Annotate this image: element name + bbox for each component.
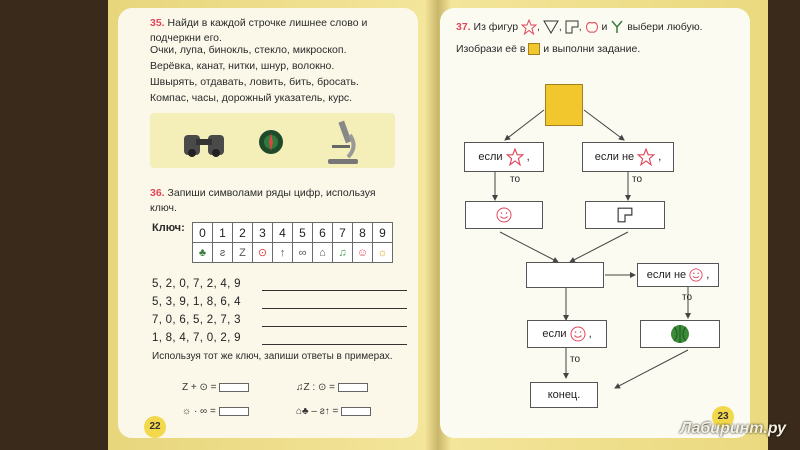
watermelon-icon xyxy=(670,324,690,344)
answer-line[interactable] xyxy=(262,326,407,327)
flow-box-if-not-star: если не , xyxy=(582,142,674,172)
key-label: Ключ: xyxy=(152,222,185,234)
flow-box-text: если xyxy=(478,151,503,163)
task-35-title xyxy=(150,16,400,46)
key-digit: 5 xyxy=(293,223,313,243)
example-4 xyxy=(296,406,371,417)
key-digit: 6 xyxy=(313,223,333,243)
task-37-text-3: выбери любую. Изобрази её в xyxy=(456,21,703,55)
flag-shape-icon xyxy=(565,20,579,34)
digit-row: 5, 3, 9, 1, 8, 6, 4 xyxy=(152,296,241,308)
task-35-text: Найди в каждой строчке лишнее слово и подчеркни его. xyxy=(150,17,368,44)
key-digit: 8 xyxy=(353,223,373,243)
flow-box-text: если не xyxy=(594,151,635,163)
digit-row: 7, 0, 6, 5, 2, 7, 3 xyxy=(152,314,241,326)
flow-box-smiley xyxy=(465,201,543,229)
flow-box-watermelon xyxy=(640,320,720,348)
task-35-line: Компас, часы, дорожный указатель, курс. xyxy=(150,92,353,104)
star-icon xyxy=(506,148,524,166)
infinity-icon: ∞ xyxy=(293,243,313,263)
y-shape-icon xyxy=(610,20,624,34)
compass-icon xyxy=(258,129,284,155)
flow-box-end xyxy=(530,382,598,408)
examples-note: Используя тот же ключ, запиши ответы в примерах. xyxy=(152,351,393,362)
flag-shape-icon xyxy=(617,207,633,223)
example-expression: ⌂♣ – ƨ↑ = xyxy=(296,406,339,417)
watermark: Лабиринт.ру xyxy=(680,420,786,437)
answer-box[interactable] xyxy=(341,407,371,416)
apple-icon xyxy=(585,20,599,34)
answer-line[interactable] xyxy=(262,290,407,291)
example-3 xyxy=(182,406,249,417)
task-36-text: Запиши символами ряды цифр, используя ключ. xyxy=(150,187,376,214)
flow-box-flag xyxy=(585,201,665,229)
reverse-s-icon: ƨ xyxy=(213,243,233,263)
flow-box-if-smiley: если , xyxy=(527,320,607,348)
star-icon xyxy=(637,148,655,166)
then-label: то xyxy=(570,354,581,365)
star-icon xyxy=(521,19,537,35)
key-digit: 1 xyxy=(213,223,233,243)
answer-box[interactable] xyxy=(219,383,249,392)
tree-icon: ♣ xyxy=(193,243,213,263)
answer-box[interactable] xyxy=(338,383,368,392)
example-expression: ☼ · ∞ = xyxy=(182,406,216,417)
smiley-icon xyxy=(496,207,512,223)
flow-box-empty xyxy=(526,262,604,288)
example-2 xyxy=(296,382,368,393)
task-37-text-2: и xyxy=(601,21,608,33)
circle-dot-icon: ⊙ xyxy=(253,243,273,263)
digit-row: 5, 2, 0, 7, 2, 4, 9 xyxy=(152,278,241,290)
page-number-right: 23 xyxy=(712,406,734,428)
z-icon: Z xyxy=(233,243,253,263)
yellow-square-icon xyxy=(528,43,540,55)
key-digit: 7 xyxy=(333,223,353,243)
key-digit: 9 xyxy=(373,223,393,243)
flow-box-if-not-smiley: если не , xyxy=(637,263,719,287)
up-arrow-icon: ↑ xyxy=(273,243,293,263)
microscope-icon xyxy=(322,115,362,165)
task-37-number: 37. xyxy=(456,21,471,33)
key-table xyxy=(192,222,393,263)
task-37-text-1: Из фигур xyxy=(473,21,519,33)
binoculars-icon xyxy=(182,127,228,157)
flow-box-if-star: если , xyxy=(464,142,544,172)
then-label: то xyxy=(632,174,643,185)
answer-line[interactable] xyxy=(262,344,407,345)
flowchart-arrows xyxy=(440,80,750,430)
key-digit: 4 xyxy=(273,223,293,243)
answer-line[interactable] xyxy=(262,308,407,309)
task-37-text-4: и выполни задание. xyxy=(543,43,641,55)
music-note-icon: ♫ xyxy=(333,243,353,263)
start-yellow-square xyxy=(545,84,583,126)
key-symbols-row xyxy=(193,243,393,263)
digit-row: 1, 8, 4, 7, 0, 2, 9 xyxy=(152,332,241,344)
then-label: то xyxy=(510,174,521,185)
smiley-icon xyxy=(570,326,586,342)
sun-icon: ☼ xyxy=(373,243,393,263)
triangle-icon xyxy=(543,20,559,34)
picture-strip xyxy=(150,113,395,168)
house-icon: ⌂ xyxy=(313,243,333,263)
smiley-icon xyxy=(689,268,703,282)
task-36-title xyxy=(150,186,400,216)
example-expression: Z + ⊙ = xyxy=(182,382,217,393)
flow-box-text: если не xyxy=(646,269,687,281)
key-digits-row xyxy=(193,223,393,243)
example-expression: ♫Z : ⊙ = xyxy=(296,382,335,393)
smiley-icon: ☺ xyxy=(353,243,373,263)
flow-box-text: конец. xyxy=(547,389,581,401)
key-digit: 0 xyxy=(193,223,213,243)
task-37-title: 37. Из фигур , , , и выбери любую. Изобрази её в и выполни задание. xyxy=(456,21,703,55)
task-36-number: 36. xyxy=(150,187,165,199)
answer-box[interactable] xyxy=(219,407,249,416)
task-35-number: 35. xyxy=(150,17,165,29)
key-digit: 2 xyxy=(233,223,253,243)
task-35-line: Верёвка, канат, нитки, шнур, волокно. xyxy=(150,60,335,72)
task-35-line: Очки, лупа, бинокль, стекло, микроскоп. xyxy=(150,44,347,56)
page-number-left: 22 xyxy=(144,416,166,438)
flow-box-text: если xyxy=(542,328,567,340)
key-digit: 3 xyxy=(253,223,273,243)
example-1 xyxy=(182,382,249,393)
then-label: то xyxy=(682,292,693,303)
task-35-line: Швырять, отдавать, ловить, бить, бросать. xyxy=(150,76,359,88)
